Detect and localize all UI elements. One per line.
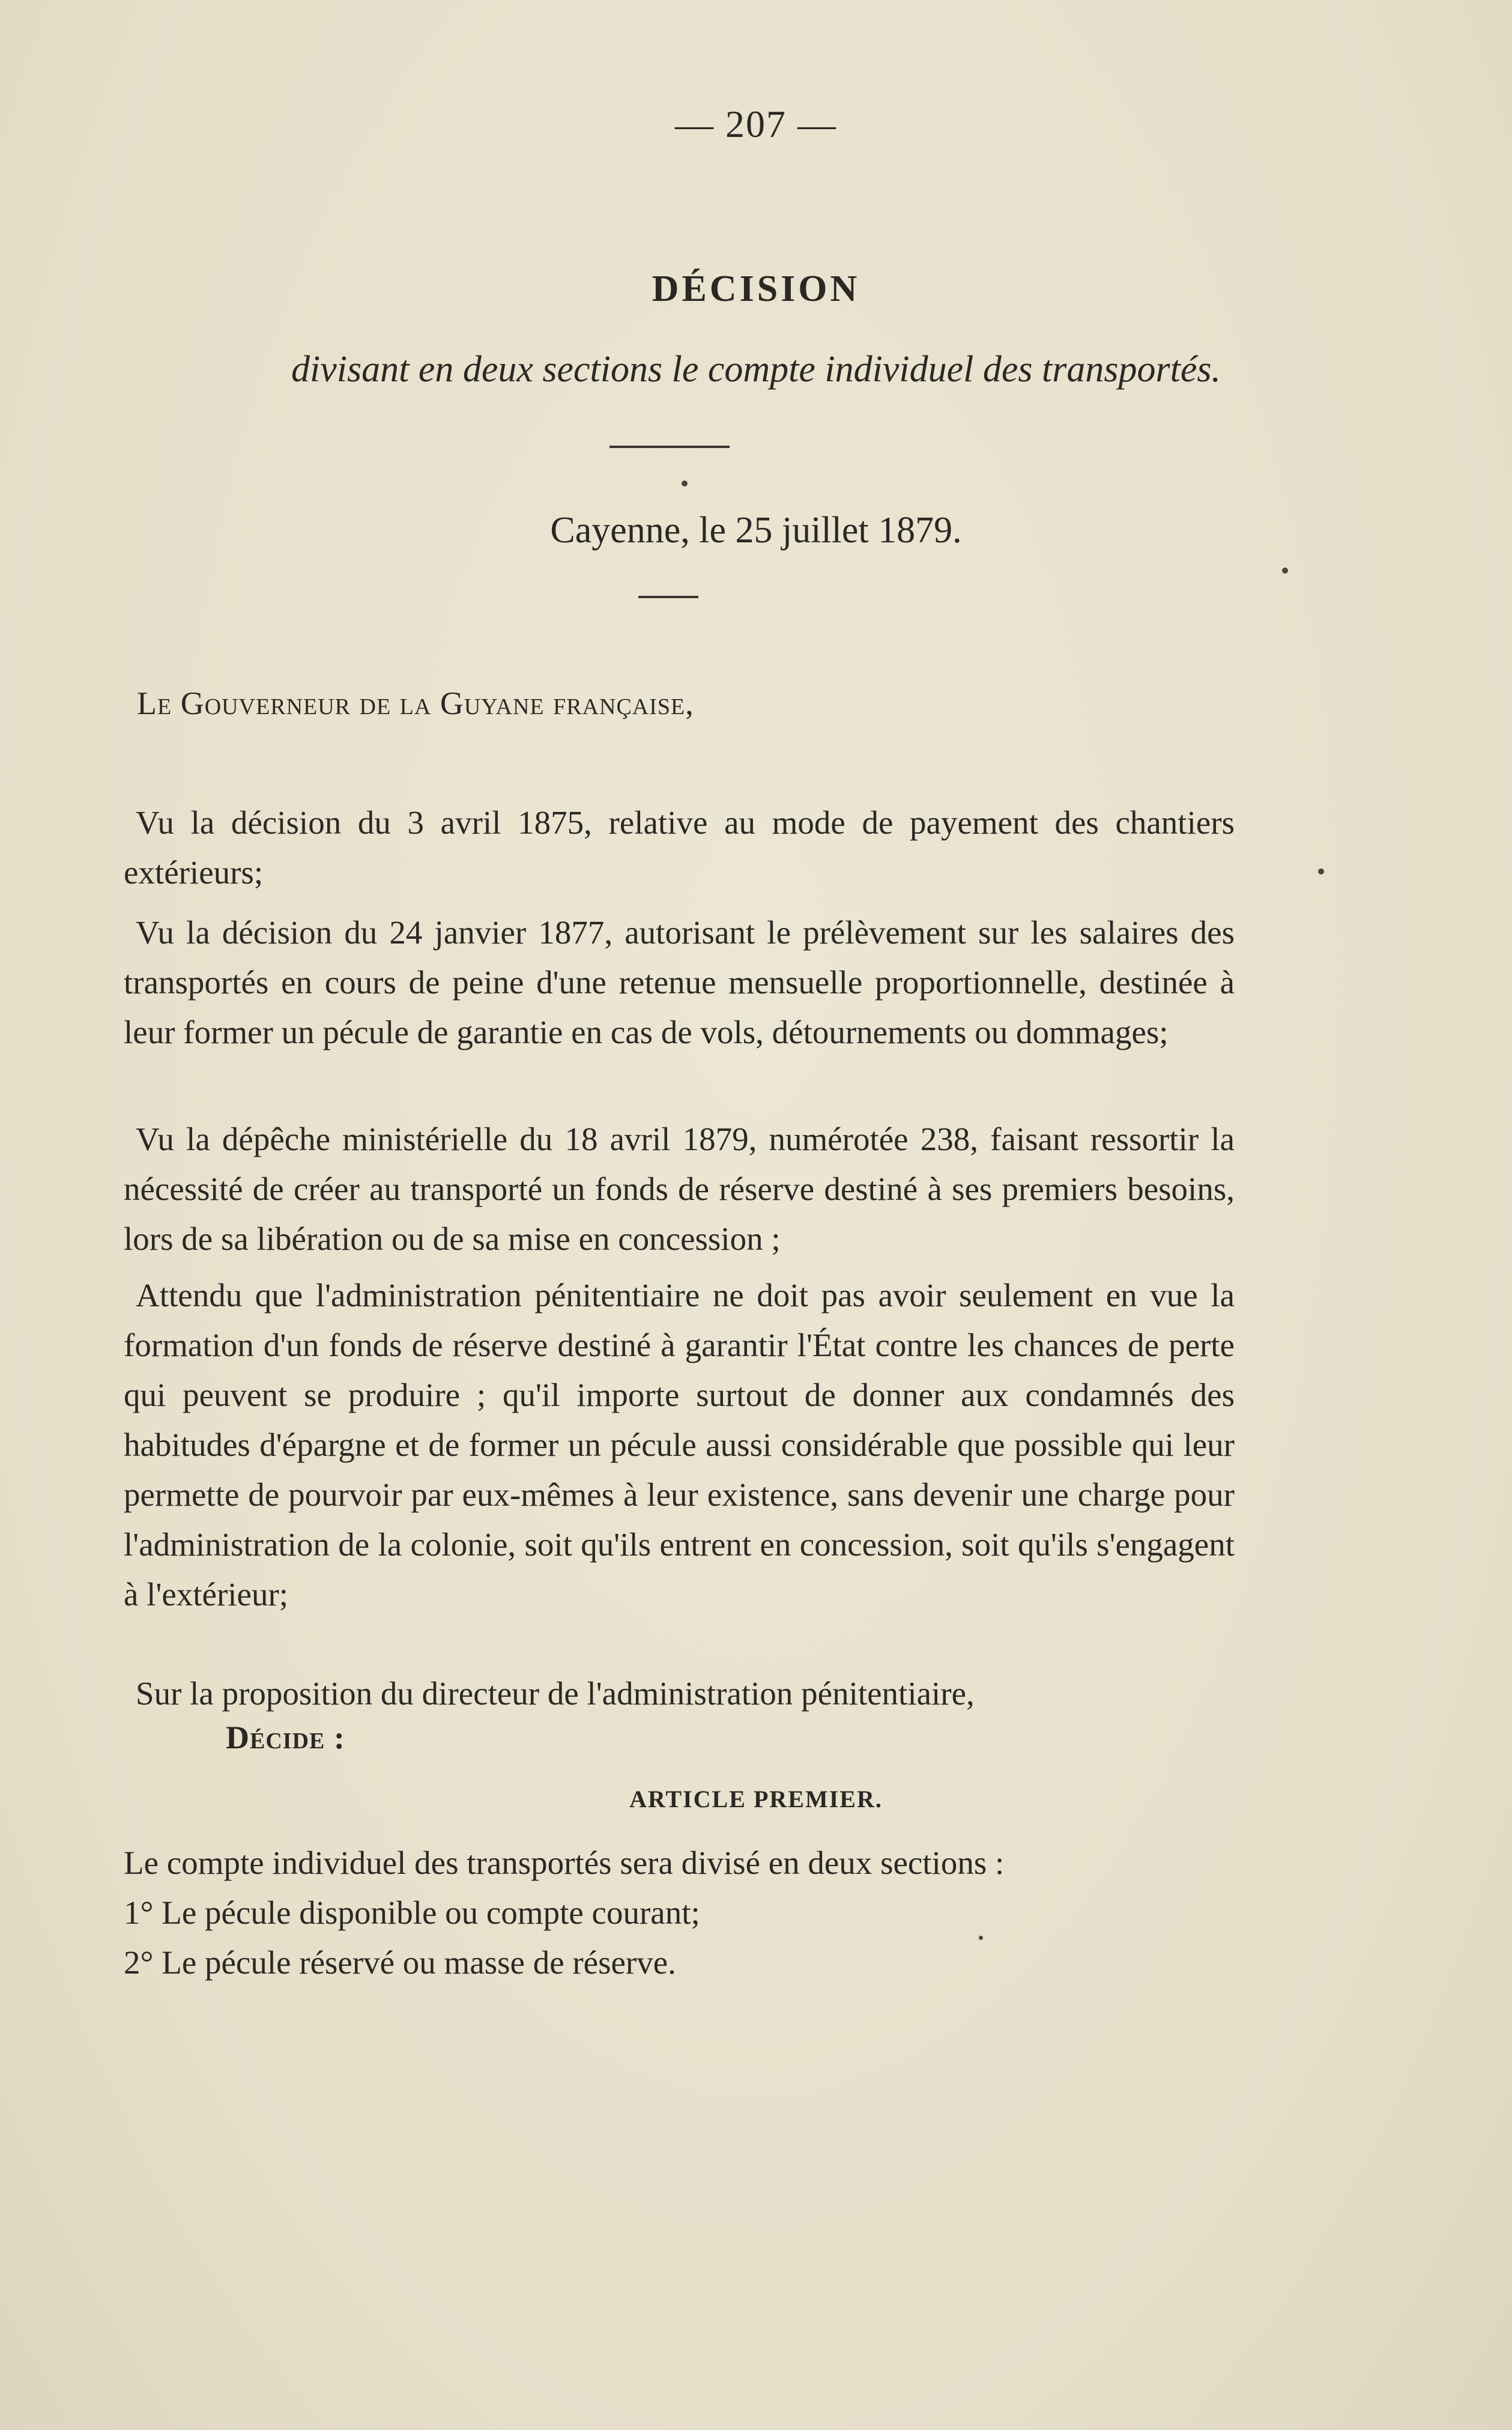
article-line: Le compte individuel des transportés sera divisé en deux sections : [124, 1844, 1005, 1881]
paper-speck [682, 480, 688, 486]
paragraph-attendu: Attendu que l'administration pénitentiaire ne doit pas avoir seulement en vue la formation d'un fonds de réserve destiné à garantir l'État contre les chances de perte qui peuvent se produire ; qu'il importe surtout de donner aux condamnés des habitudes d'épargne et de former un pécule aussi considérable que possible qui leur permette de pourvoir par eux-mêmes à leur existence, sans devenir une charge pour l'administration de la colonie, soit qu'ils entrent en concession, soit qu'ils s'engagent à l'extérieur; [124, 1277, 1235, 1613]
paper-speck [1282, 568, 1288, 574]
paper-speck [979, 1936, 983, 1940]
paragraph-considerant-1: Vu la décision du 3 avril 1875, relative au mode de payement des chantiers extérieurs; [124, 804, 1235, 891]
paragraph-considerant-2: Vu la décision du 24 janvier 1877, autorisant le prélèvement sur les salaires des transportés en cours de peine d'une retenue mensuelle proportionnelle, destinée à leur former un pécule de garantie en cas de vols, détournements ou dommages; [124, 914, 1235, 1050]
article-heading: ARTICLE PREMIER. [629, 1786, 883, 1813]
divider-rule-short [638, 596, 698, 598]
document-title: DÉCISION [652, 268, 860, 309]
document-subtitle: divisant en deux sections le compte individuel des transportés. [291, 349, 1221, 390]
decide-heading: Décide : [226, 1719, 345, 1756]
paper-speck [1318, 868, 1324, 874]
page-number: — 207 — [675, 103, 837, 145]
paragraph-considerant-3: Vu la dépêche ministérielle du 18 avril 1879, numérotée 238, faisant ressortir la nécessité de créer au transporté un fonds de réserve destiné à ses premiers besoins, lors de sa libération ou de sa mise en concession ; [124, 1121, 1235, 1257]
paragraph-proposition: Sur la proposition du directeur de l'administration pénitentiaire, [136, 1675, 975, 1712]
divider-rule [609, 446, 730, 448]
governor-heading: Le Gouverneur de la Guyane française, [137, 685, 694, 721]
article-line: 2° Le pécule réservé ou masse de réserve. [124, 1944, 676, 1981]
place-date: Cayenne, le 25 juillet 1879. [550, 510, 962, 551]
article-line: 1° Le pécule disponible ou compte courant; [124, 1894, 700, 1931]
